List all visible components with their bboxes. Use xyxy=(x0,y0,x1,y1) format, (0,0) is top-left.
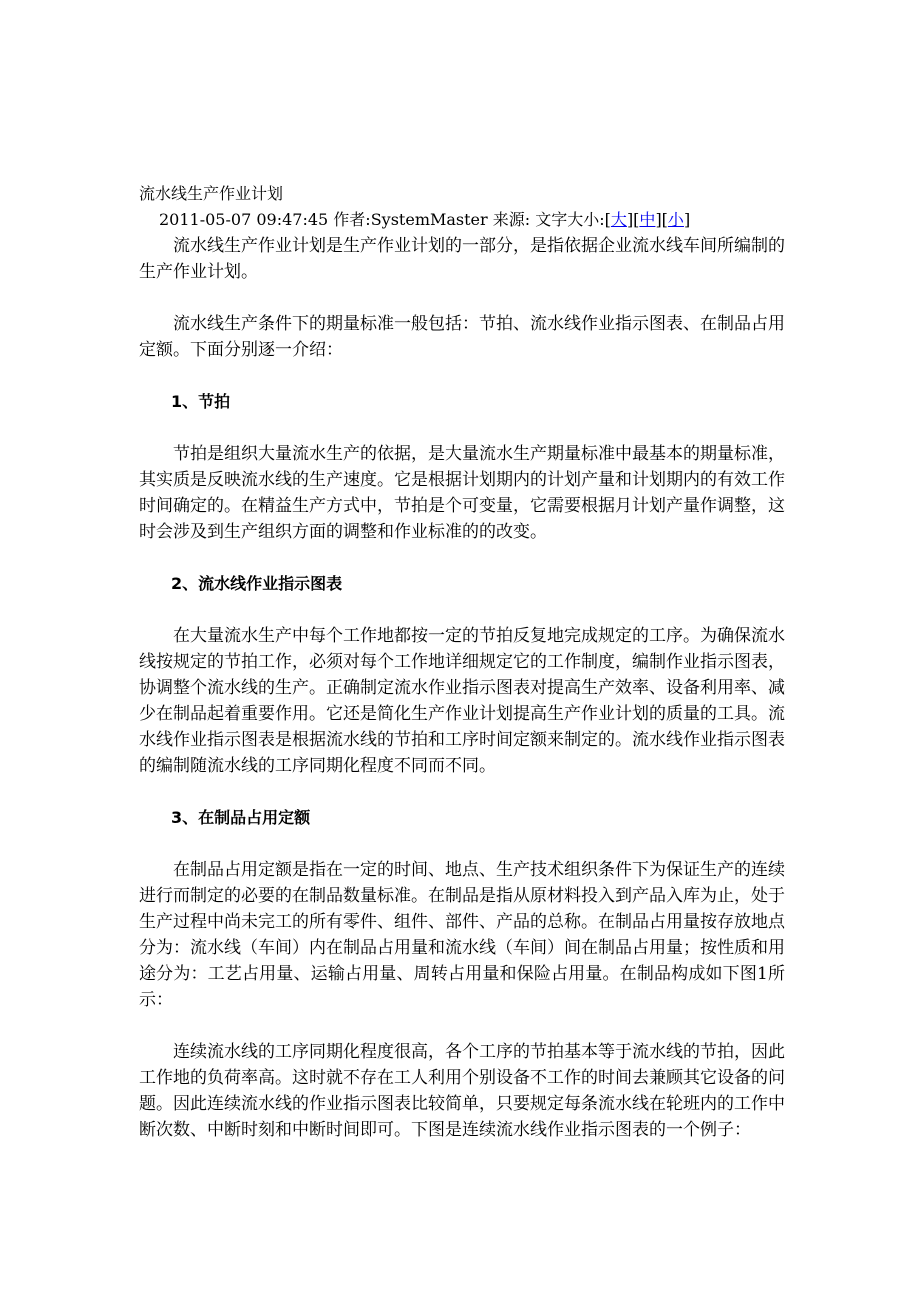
publish-date: 2011-05-07 09:47:45 xyxy=(159,210,329,229)
font-size-medium-link[interactable]: 中 xyxy=(639,210,656,229)
section-heading-takt: 1、节拍 xyxy=(171,392,231,411)
font-size-label: 文字大小: xyxy=(535,210,605,229)
section-paragraph-wip-quota: 在制品占用定额是指在一定的时间、地点、生产技术组织条件下为保证生产的连续进行而制定的必要的在制品数量标准。在制品是指从原材料投入到产品入库为止，处于生产过程中尚未完工的所有零件、组件、部件、产品的总称。在制品占用量按存放地点分为：流水线（车间）内在制品占用量和流水线（车间）间在制品占用量；按性质和用途分为：工艺占用量、运输占用量、周转占用量和保险占用量。在制品构成如下图1所示： xyxy=(139,860,785,1010)
section-paragraph-takt: 节拍是组织大量流水生产的依据，是大量流水生产期量标准中最基本的期量标准，其实质是反映流水线的生产速度。它是根据计划期内的计划产量和计划期内的有效工作时间确定的。在精益生产方式中，节拍是个可变量，它需要根据月计划产量作调整，这时会涉及到生产组织方面的调整和作业标准的的改变。 xyxy=(139,444,785,542)
author-name: SystemMaster xyxy=(370,210,488,229)
article xyxy=(139,181,785,1169)
author-label: 作者: xyxy=(333,210,371,229)
font-size-large-link[interactable]: 大 xyxy=(610,210,627,229)
section-paragraph-continuous-line: 连续流水线的工序同期化程度很高，各个工序的节拍基本等于流水线的节拍，因此工作地的负荷率高。这时就不存在工人利用个别设备不工作的时间去兼顾其它设备的问题。因此连续流水线的作业指示图表比较简单，只要规定每条流水线在轮班内的工作中断次数、中断时刻和中断时间即可。下图是连续流水线作业指示图表的一个例子： xyxy=(139,1042,785,1140)
section-paragraph-schedule-chart: 在大量流水生产中每个工作地都按一定的节拍反复地完成规定的工序。为确保流水线按规定的节拍工作，必须对每个工作地详细规定它的工作制度，编制作业指示图表，协调整个流水线的生产。正确制定流水作业指示图表对提高生产效率、设备利用率、减少在制品起着重要作用。它还是简化生产作业计划提高生产作业计划的质量的工具。流水线作业指示图表是根据流水线的节拍和工序时间定额来制定的。流水线作业指示图表的编制随流水线的工序同期化程度不同而不同。 xyxy=(139,626,785,776)
font-size-small-link[interactable]: 小 xyxy=(667,210,684,229)
section-heading-schedule-chart: 2、流水线作业指示图表 xyxy=(171,574,343,593)
source-label: 来源: xyxy=(492,210,531,229)
overview-paragraph: 流水线生产条件下的期量标准一般包括：节拍、流水线作业指示图表、在制品占用定额。下面分别逐一介绍： xyxy=(139,314,785,360)
article-title: 流水线生产作业计划 xyxy=(139,184,284,203)
intro-paragraph: 流水线生产作业计划是生产作业计划的一部分，是指依据企业流水线车间所编制的生产作业计划。 xyxy=(139,236,785,282)
section-heading-wip-quota: 3、在制品占用定额 xyxy=(171,808,311,827)
article-meta: 2011-05-07 09:47:45 作者:SystemMaster 来源: 文字大小:[大][中][小] xyxy=(159,210,691,229)
